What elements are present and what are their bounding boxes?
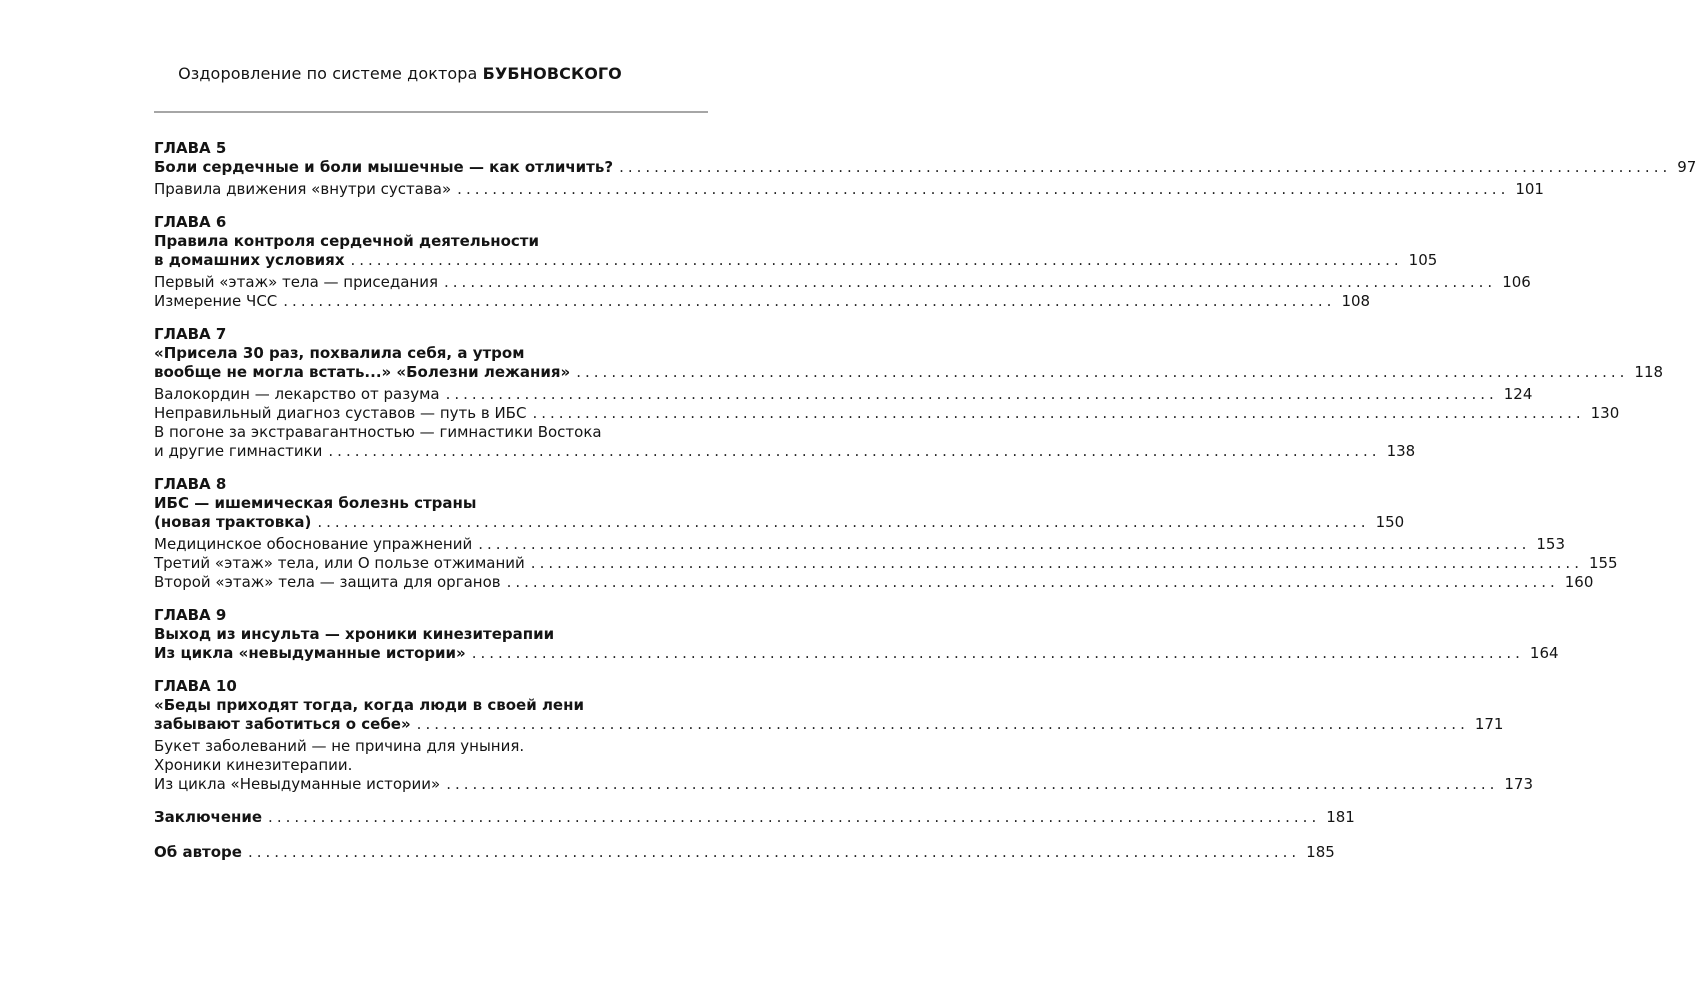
dot-leader: ........................................................................................................................ [350, 251, 1403, 269]
entry-page: 171 [1474, 715, 1504, 733]
toc-entry[interactable] [154, 404, 1620, 423]
dot-leader: ........................................................................................................................ [317, 513, 1370, 531]
entry-title: Из цикла «невыдуманные истории» [154, 644, 466, 662]
entry-title: Медицинское обоснование упражнений [154, 535, 473, 553]
entry-title-line: Букет заболеваний — не причина для уныния. [154, 737, 525, 755]
dot-leader: ........................................................................................................................ [283, 292, 1336, 310]
entry-title: и другие гимнастики [154, 442, 323, 460]
toc-entry[interactable] [154, 251, 1438, 270]
toc-entry[interactable] [154, 554, 1618, 573]
entry-title: Из цикла «Невыдуманные истории» [154, 775, 441, 793]
dot-leader: ........................................................................................................................ [530, 554, 1583, 572]
dot-leader: ........................................................................................................................ [247, 843, 1301, 861]
entry-page: 155 [1588, 554, 1618, 572]
chapter-6 [154, 213, 1531, 311]
entry-title-line: В погоне за экстравагантностью — гимнастики Востока [154, 423, 602, 441]
chapter-5 [154, 139, 1696, 199]
running-header-author: БУБНОВСКОГО [482, 64, 622, 83]
entry-title-line: ИБС — ишемическая болезнь страны [154, 494, 477, 512]
entry-title: Заключение [154, 808, 263, 826]
chapter-8 [154, 475, 1618, 592]
entry-title-line: «Беды приходят тогда, когда люди в своей лени [154, 696, 584, 714]
toc-entry[interactable] [154, 273, 1531, 292]
entry-page: 150 [1375, 513, 1405, 531]
toc-entry[interactable] [154, 808, 1355, 827]
toc-entry[interactable] [154, 573, 1594, 592]
table-of-contents [154, 139, 1696, 878]
chapter-10 [154, 677, 1534, 794]
dot-leader: ........................................................................................................................ [471, 644, 1524, 662]
chapter-label: ГЛАВА 8 [154, 475, 227, 493]
toc-entry[interactable] [154, 775, 1534, 794]
dot-leader: ........................................................................................................................ [328, 442, 1381, 460]
dot-leader: ........................................................................................................................ [268, 808, 1321, 826]
entry-page: 101 [1515, 180, 1544, 198]
dot-leader: ........................................................................................................................ [416, 715, 1469, 733]
entry-title: Правила движения «внутри сустава» [154, 180, 452, 198]
toc-entry[interactable] [154, 442, 1416, 461]
entry-title: в домашних условиях [154, 251, 345, 269]
toc-entry[interactable] [154, 158, 1696, 177]
entry-title: Валокордин — лекарство от разума [154, 385, 440, 403]
entry-title-line: «Присела 30 раз, похвалила себя, а утром [154, 344, 525, 362]
entry-page: 164 [1529, 644, 1559, 662]
entry-page: 118 [1634, 363, 1664, 381]
entry-page: 160 [1564, 573, 1594, 591]
entry-title-line: Выход из инсульта — хроники кинезитерапии [154, 625, 555, 643]
dot-leader: ........................................................................................................................ [444, 273, 1497, 291]
dot-leader: ........................................................................................................................ [457, 180, 1510, 198]
dot-leader: ........................................................................................................................ [619, 158, 1672, 176]
toc-entry[interactable] [154, 180, 1544, 199]
chapter-7 [154, 325, 1664, 461]
toc-entry[interactable] [154, 385, 1533, 404]
chapter-label: ГЛАВА 7 [154, 325, 227, 343]
entry-title: вообще не могла встать...» «Болезни лежания» [154, 363, 571, 381]
chapter-label: ГЛАВА 9 [154, 606, 227, 624]
entry-page: 138 [1386, 442, 1416, 460]
entry-page: 105 [1408, 251, 1438, 269]
toc-entry[interactable] [154, 843, 1335, 862]
entry-title: Об авторе [154, 843, 242, 861]
dot-leader: ........................................................................................................................ [506, 573, 1559, 591]
entry-title: Второй «этаж» тела — защита для органов [154, 573, 501, 591]
entry-page: 97 [1677, 158, 1696, 176]
toc-entry[interactable] [154, 292, 1371, 311]
toc-entry[interactable] [154, 715, 1504, 734]
toc-entry[interactable] [154, 644, 1559, 663]
running-header-text: Оздоровление по системе доктора [178, 64, 483, 83]
dot-leader: ........................................................................................................................ [532, 404, 1585, 422]
entry-page: 106 [1502, 273, 1531, 291]
header-rule [154, 111, 708, 113]
toc-about-author [154, 843, 1335, 862]
entry-page: 124 [1503, 385, 1533, 403]
toc-conclusion [154, 808, 1355, 827]
entry-page: 181 [1326, 808, 1355, 826]
entry-title: Боли сердечные и боли мышечные — как отличить? [154, 158, 614, 176]
entry-page: 173 [1504, 775, 1534, 793]
dot-leader: ........................................................................................................................ [576, 363, 1629, 381]
chapter-9 [154, 606, 1559, 663]
toc-entry[interactable] [154, 513, 1405, 532]
chapter-label: ГЛАВА 10 [154, 677, 237, 695]
entry-page: 153 [1536, 535, 1566, 553]
dot-leader: ........................................................................................................................ [446, 775, 1499, 793]
entry-title: забывают заботиться о себе» [154, 715, 411, 733]
chapter-label: ГЛАВА 6 [154, 213, 227, 231]
entry-page: 108 [1341, 292, 1371, 310]
entry-title-line: Хроники кинезитерапии. [154, 756, 353, 774]
entry-title: Неправильный диагноз суставов — путь в ИБС [154, 404, 527, 422]
entry-title: (новая трактовка) [154, 513, 312, 531]
dot-leader: ........................................................................................................................ [445, 385, 1498, 403]
entry-title: Измерение ЧСС [154, 292, 278, 310]
entry-title-line: Правила контроля сердечной деятельности [154, 232, 539, 250]
toc-entry[interactable] [154, 363, 1664, 382]
entry-page: 185 [1306, 843, 1335, 861]
chapter-label: ГЛАВА 5 [154, 139, 227, 157]
entry-title: Первый «этаж» тела — приседания [154, 273, 439, 291]
entry-page: 130 [1590, 404, 1620, 422]
toc-entry[interactable] [154, 535, 1566, 554]
dot-leader: ........................................................................................................................ [478, 535, 1531, 553]
entry-title: Третий «этаж» тела, или О пользе отжиманий [154, 554, 525, 572]
running-header [0, 64, 800, 83]
